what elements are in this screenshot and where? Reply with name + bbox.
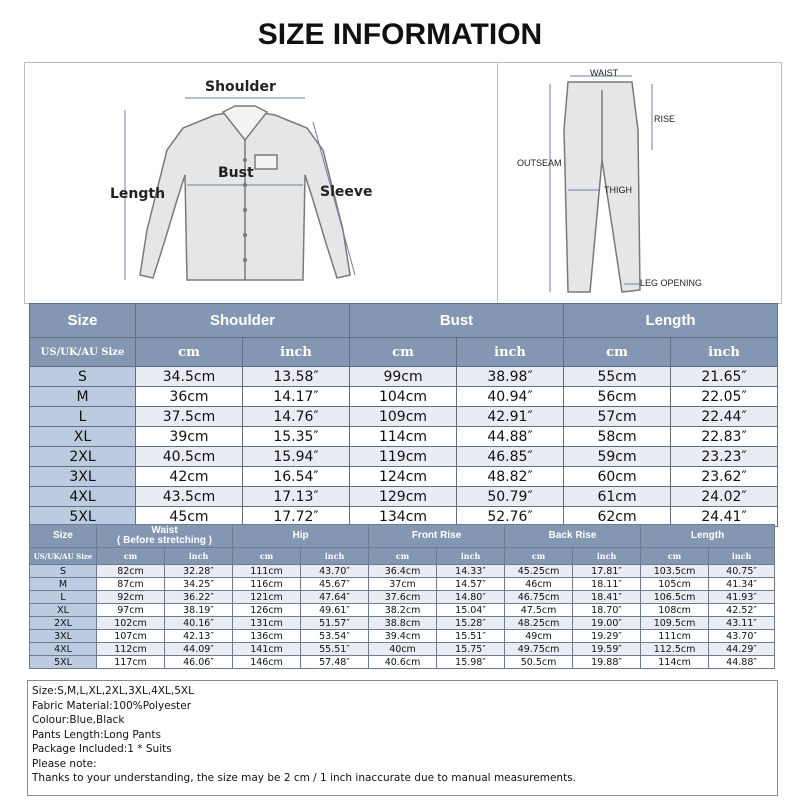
value-cell: 22.83″ (671, 427, 778, 447)
table-row (30, 656, 775, 669)
value-cell: 108cm (641, 604, 709, 617)
value-cell: 104cm (350, 387, 457, 407)
value-cell: 107cm (97, 630, 165, 643)
size-cell: 3XL (30, 630, 97, 643)
size-cell: L (30, 407, 136, 427)
cm-subheader: cm (97, 548, 165, 565)
value-cell: 62cm (564, 507, 671, 527)
value-cell: 50.5cm (505, 656, 573, 669)
value-cell: 114cm (350, 427, 457, 447)
value-cell: 121cm (233, 591, 301, 604)
value-cell: 36.4cm (369, 565, 437, 578)
value-cell: 15.35″ (243, 427, 350, 447)
value-cell: 37cm (369, 578, 437, 591)
value-cell: 24.41″ (671, 507, 778, 527)
value-cell: 39cm (136, 427, 243, 447)
value-cell: 55.51″ (301, 643, 369, 656)
size-subheader: US/UK/AU Size (30, 338, 136, 367)
value-cell: 37.5cm (136, 407, 243, 427)
inch-subheader: inch (243, 338, 350, 367)
value-cell: 82cm (97, 565, 165, 578)
table-row (30, 447, 778, 467)
value-cell: 40.5cm (136, 447, 243, 467)
value-cell: 17.13″ (243, 487, 350, 507)
value-cell: 87cm (97, 578, 165, 591)
size-cell: 2XL (30, 617, 97, 630)
value-cell: 36cm (136, 387, 243, 407)
shoulder-header: Shoulder (136, 304, 350, 338)
value-cell: 16.54″ (243, 467, 350, 487)
size-cell: 4XL (30, 643, 97, 656)
value-cell: 14.57″ (437, 578, 505, 591)
value-cell: 56cm (564, 387, 671, 407)
value-cell: 43.70″ (709, 630, 775, 643)
note-line: Thanks to your understanding, the size may be 2 cm / 1 inch inaccurate due to manual measurements. (32, 772, 577, 784)
note-line: Pants Length:Long Pants (32, 728, 161, 741)
note-line: Package Included:1 * Suits (32, 743, 172, 755)
note-line: Size:S,M,L,XL,2XL,3XL,4XL,5XL (32, 685, 194, 697)
value-cell: 52.76″ (457, 507, 564, 527)
value-cell: 24.02″ (671, 487, 778, 507)
value-cell: 23.23″ (671, 447, 778, 467)
value-cell: 38.19″ (165, 604, 233, 617)
value-cell: 14.33″ (437, 565, 505, 578)
size-cell: M (30, 387, 136, 407)
value-cell: 146cm (233, 656, 301, 669)
size-cell: L (30, 591, 97, 604)
value-cell: 18.70″ (573, 604, 641, 617)
value-cell: 13.58″ (243, 367, 350, 387)
value-cell: 59cm (564, 447, 671, 467)
value-cell: 32.28″ (165, 565, 233, 578)
value-cell: 134cm (350, 507, 457, 527)
value-cell: 17.81″ (573, 565, 641, 578)
value-cell: 48.25cm (505, 617, 573, 630)
value-cell: 92cm (97, 591, 165, 604)
waist-label: WAIST (590, 68, 619, 78)
product-notes (27, 680, 778, 796)
value-cell: 60cm (564, 467, 671, 487)
value-cell: 23.62″ (671, 467, 778, 487)
bottom-size-table (29, 524, 775, 669)
value-cell: 34.25″ (165, 578, 233, 591)
length-header: Length (641, 525, 775, 548)
value-cell: 119cm (350, 447, 457, 467)
value-cell: 141cm (233, 643, 301, 656)
table-row (30, 387, 778, 407)
cm-subheader: cm (136, 338, 243, 367)
inch-subheader: inch (301, 548, 369, 565)
cm-subheader: cm (369, 548, 437, 565)
value-cell: 43.70″ (301, 565, 369, 578)
value-cell: 15.98″ (437, 656, 505, 669)
value-cell: 15.75″ (437, 643, 505, 656)
value-cell: 103.5cm (641, 565, 709, 578)
leg-opening-label: LEG OPENING (640, 278, 703, 288)
value-cell: 112cm (97, 643, 165, 656)
value-cell: 58cm (564, 427, 671, 447)
value-cell: 53.54″ (301, 630, 369, 643)
waist-header-label: Waist (151, 525, 178, 536)
value-cell: 40.6cm (369, 656, 437, 669)
value-cell: 40.94″ (457, 387, 564, 407)
value-cell: 18.11″ (573, 578, 641, 591)
table-row (30, 427, 778, 447)
table-row (30, 367, 778, 387)
value-cell: 61cm (564, 487, 671, 507)
value-cell: 41.34″ (709, 578, 775, 591)
value-cell: 49cm (505, 630, 573, 643)
value-cell: 15.94″ (243, 447, 350, 467)
table-row (30, 565, 775, 578)
header-row (30, 304, 778, 338)
size-cell: 3XL (30, 467, 136, 487)
value-cell: 97cm (97, 604, 165, 617)
value-cell: 19.00″ (573, 617, 641, 630)
value-cell: 15.51″ (437, 630, 505, 643)
value-cell: 45.25cm (505, 565, 573, 578)
value-cell: 47.64″ (301, 591, 369, 604)
value-cell: 15.04″ (437, 604, 505, 617)
value-cell: 36.22″ (165, 591, 233, 604)
value-cell: 129cm (350, 487, 457, 507)
diagram-divider (497, 62, 498, 302)
size-cell: 2XL (30, 447, 136, 467)
value-cell: 19.88″ (573, 656, 641, 669)
value-cell: 99cm (350, 367, 457, 387)
size-cell: XL (30, 604, 97, 617)
value-cell: 55cm (564, 367, 671, 387)
note-line: Fabric Material:100%Polyester (32, 699, 192, 712)
value-cell: 49.75cm (505, 643, 573, 656)
inch-subheader: inch (457, 338, 564, 367)
value-cell: 40.16″ (165, 617, 233, 630)
size-cell: 5XL (30, 656, 97, 669)
value-cell: 43.5cm (136, 487, 243, 507)
value-cell: 14.76″ (243, 407, 350, 427)
value-cell: 45cm (136, 507, 243, 527)
page-title: SIZE INFORMATION (257, 18, 543, 51)
bust-label: Bust (218, 165, 254, 181)
inch-subheader: inch (437, 548, 505, 565)
value-cell: 44.88″ (457, 427, 564, 447)
size-cell: S (30, 565, 97, 578)
value-cell: 43.11″ (709, 617, 775, 630)
cm-subheader: cm (505, 548, 573, 565)
table-row (30, 467, 778, 487)
table-row (30, 630, 775, 643)
table-row (30, 591, 775, 604)
value-cell: 109.5cm (641, 617, 709, 630)
value-cell: 34.5cm (136, 367, 243, 387)
table-row (30, 578, 775, 591)
cm-subheader: cm (641, 548, 709, 565)
value-cell: 41.93″ (709, 591, 775, 604)
hip-header: Hip (233, 525, 369, 548)
value-cell: 112.5cm (641, 643, 709, 656)
value-cell: 14.80″ (437, 591, 505, 604)
value-cell: 49.61″ (301, 604, 369, 617)
value-cell: 44.88″ (709, 656, 775, 669)
front-rise-header: Front Rise (369, 525, 505, 548)
size-cell: 5XL (30, 507, 136, 527)
value-cell: 45.67″ (301, 578, 369, 591)
value-cell: 106.5cm (641, 591, 709, 604)
value-cell: 46.75cm (505, 591, 573, 604)
inch-subheader: inch (671, 338, 778, 367)
length-label: Length (110, 186, 166, 202)
value-cell: 102cm (97, 617, 165, 630)
value-cell: 131cm (233, 617, 301, 630)
value-cell: 111cm (641, 630, 709, 643)
bust-header: Bust (350, 304, 564, 338)
value-cell: 111cm (233, 565, 301, 578)
outseam-label: OUTSEAM (517, 158, 562, 168)
note-line: Colour:Blue,Black (32, 714, 125, 726)
table-row (30, 617, 775, 630)
value-cell: 136cm (233, 630, 301, 643)
value-cell: 38.98″ (457, 367, 564, 387)
inch-subheader: inch (165, 548, 233, 565)
value-cell: 40.75″ (709, 565, 775, 578)
value-cell: 50.79″ (457, 487, 564, 507)
shoulder-label: Shoulder (205, 79, 276, 95)
value-cell: 15.28″ (437, 617, 505, 630)
value-cell: 116cm (233, 578, 301, 591)
value-cell: 22.44″ (671, 407, 778, 427)
subheader-row (30, 548, 775, 565)
value-cell: 21.65″ (671, 367, 778, 387)
subheader-row (30, 338, 778, 367)
table-row (30, 487, 778, 507)
header-row (30, 525, 775, 548)
cm-subheader: cm (233, 548, 301, 565)
value-cell: 44.09″ (165, 643, 233, 656)
sleeve-label: Sleeve (320, 184, 373, 200)
rise-label: RISE (654, 114, 676, 124)
value-cell: 42.13″ (165, 630, 233, 643)
size-cell: 4XL (30, 487, 136, 507)
back-rise-header: Back Rise (505, 525, 641, 548)
value-cell: 38.2cm (369, 604, 437, 617)
size-subheader: US/UK/AU Size (30, 548, 97, 565)
value-cell: 51.57″ (301, 617, 369, 630)
value-cell: 44.29″ (709, 643, 775, 656)
value-cell: 39.4cm (369, 630, 437, 643)
size-cell: S (30, 367, 136, 387)
value-cell: 57.48″ (301, 656, 369, 669)
size-header: Size (30, 525, 97, 548)
note-line: Please note: (32, 757, 97, 770)
value-cell: 38.8cm (369, 617, 437, 630)
value-cell: 57cm (564, 407, 671, 427)
table-row (30, 643, 775, 656)
table-row (30, 407, 778, 427)
table-row (30, 604, 775, 617)
value-cell: 19.59″ (573, 643, 641, 656)
value-cell: 114cm (641, 656, 709, 669)
value-cell: 48.82″ (457, 467, 564, 487)
waist-header (97, 525, 233, 548)
cm-subheader: cm (350, 338, 457, 367)
value-cell: 42.52″ (709, 604, 775, 617)
length-header: Length (564, 304, 778, 338)
inch-subheader: inch (709, 548, 775, 565)
value-cell: 46cm (505, 578, 573, 591)
cm-subheader: cm (564, 338, 671, 367)
value-cell: 105cm (641, 578, 709, 591)
value-cell: 124cm (350, 467, 457, 487)
value-cell: 109cm (350, 407, 457, 427)
value-cell: 37.6cm (369, 591, 437, 604)
value-cell: 18.41″ (573, 591, 641, 604)
value-cell: 42.91″ (457, 407, 564, 427)
top-size-table (29, 303, 778, 527)
value-cell: 46.06″ (165, 656, 233, 669)
value-cell: 46.85″ (457, 447, 564, 467)
value-cell: 117cm (97, 656, 165, 669)
value-cell: 22.05″ (671, 387, 778, 407)
value-cell: 47.5cm (505, 604, 573, 617)
value-cell: 19.29″ (573, 630, 641, 643)
value-cell: 14.17″ (243, 387, 350, 407)
size-cell: M (30, 578, 97, 591)
inch-subheader: inch (573, 548, 641, 565)
value-cell: 126cm (233, 604, 301, 617)
value-cell: 17.72″ (243, 507, 350, 527)
thigh-label: THIGH (604, 185, 632, 195)
size-cell: XL (30, 427, 136, 447)
size-header: Size (30, 304, 136, 338)
value-cell: 42cm (136, 467, 243, 487)
value-cell: 40cm (369, 643, 437, 656)
waist-header-note: ( Before stretching ) (117, 535, 213, 546)
